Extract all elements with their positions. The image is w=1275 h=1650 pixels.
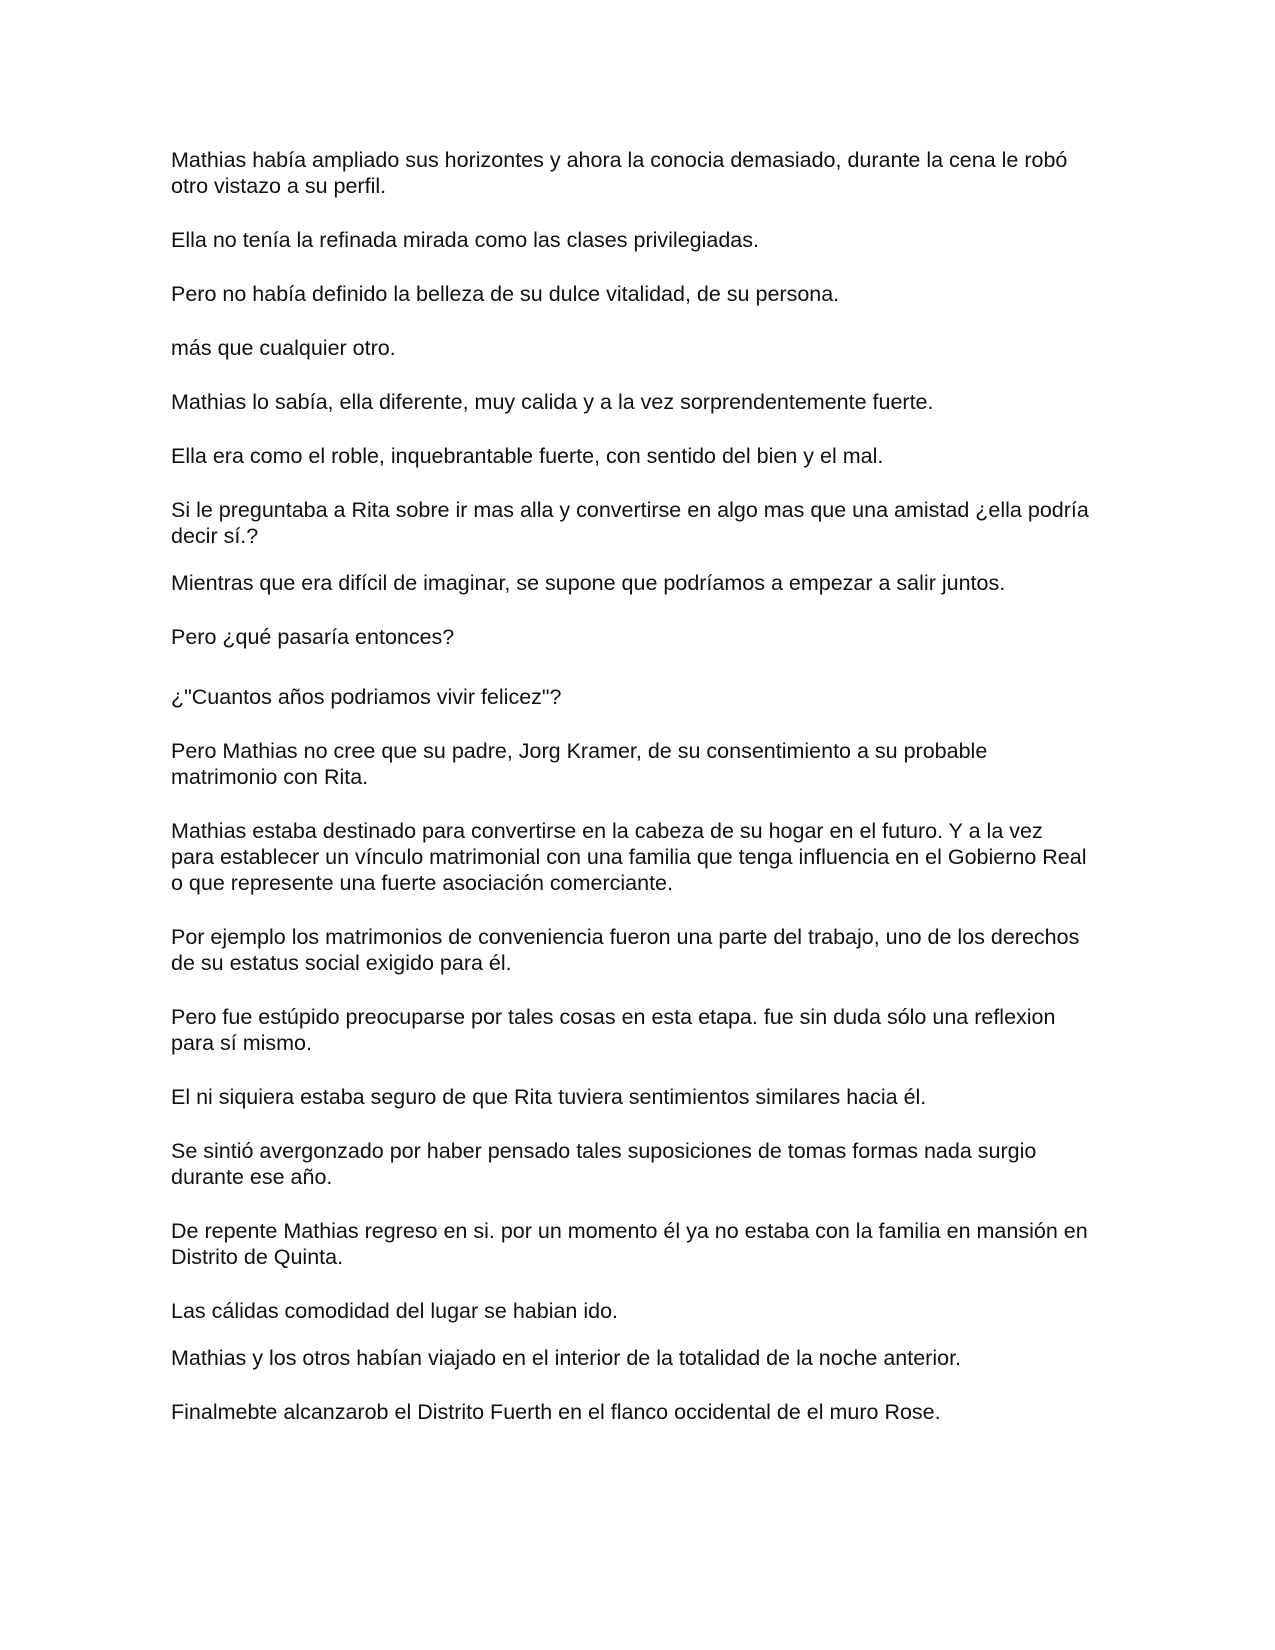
body-text [171,147,1091,1425]
paragraph: Ella era como el roble, inquebrantable fuerte, con sentido del bien y el mal. [171,444,884,468]
paragraph: Si le preguntaba a Rita sobre ir mas alla y convertirse en algo mas que una amistad ¿ella podría decir sí.? [171,498,1089,548]
paragraph: Pero ¿qué pasaría entonces? [171,625,455,649]
paragraph: Pero Mathias no cree que su padre, Jorg Kramer, de su consentimiento a su probable matrimonio con Rita. [171,739,988,789]
paragraph: Ella no tenía la refinada mirada como las clases privilegiadas. [171,228,759,252]
paragraph: Pero fue estúpido preocuparse por tales cosas en esta etapa. fue sin duda sólo una reflexion para sí mismo. [171,1005,1056,1055]
paragraph: Finalmebte alcanzarob el Distrito Fuerth en el flanco occidental de el muro Rose. [171,1400,941,1424]
paragraph: Mientras que era difícil de imaginar, se supone que podríamos a empezar a salir juntos. [171,571,1006,595]
paragraph: Mathias lo sabía, ella diferente, muy calida y a la vez sorprendentemente fuerte. [171,390,934,414]
paragraph: Mathias y los otros habían viajado en el interior de la totalidad de la noche anterior. [171,1346,962,1370]
paragraph: Mathias estaba destinado para convertirse en la cabeza de su hogar en el futuro. Y a la vez para establecer un vínculo matrimonial con una familia que tenga influencia en el Gobierno Real o que represente una fuerte asociación comerciante. [171,819,1087,895]
paragraph: Se sintió avergonzado por haber pensado tales suposiciones de tomas formas nada surgio durante ese año. [171,1139,1037,1189]
paragraph: Las cálidas comodidad del lugar se habian ido. [171,1299,619,1323]
paragraph: De repente Mathias regreso en si. por un momento él ya no estaba con la familia en mansión en Distrito de Quinta. [171,1219,1088,1269]
paragraph: más que cualquier otro. [171,336,396,360]
paragraph: ¿"Cuantos años podriamos vivir felicez"? [171,685,562,709]
paragraph: Pero no había definido la belleza de su dulce vitalidad, de su persona. [171,282,840,306]
paragraph: El ni siquiera estaba seguro de que Rita tuviera sentimientos similares hacia él. [171,1085,927,1109]
paragraph: Por ejemplo los matrimonios de conveniencia fueron una parte del trabajo, uno de los derechos de su estatus social exigido para él. [171,925,1080,975]
paragraph: Mathias había ampliado sus horizontes y ahora la conocia demasiado, durante la cena le robó otro vistazo a su perfil. [171,148,1068,198]
